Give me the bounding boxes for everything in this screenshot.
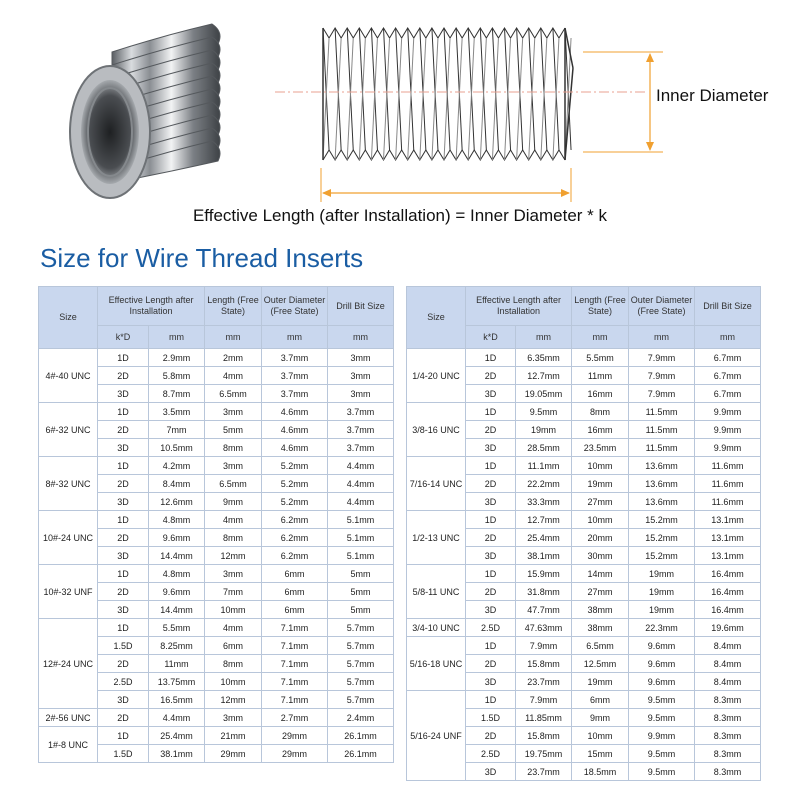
kd-cell: 1.5D xyxy=(98,637,149,655)
effective-length-cell: 11mm xyxy=(149,655,205,673)
table-row xyxy=(39,619,394,637)
outer-diameter-cell: 19mm xyxy=(629,583,695,601)
col-drill-bit: Drill Bit Size xyxy=(328,287,394,326)
effective-length-cell: 28.5mm xyxy=(516,439,572,457)
free-length-cell: 38mm xyxy=(572,619,629,637)
outer-diameter-cell: 9.5mm xyxy=(629,763,695,781)
subcol-mm: mm xyxy=(328,326,394,349)
table-row xyxy=(407,511,761,529)
drill-bit-cell: 4.4mm xyxy=(328,457,394,475)
outer-diameter-cell: 5.2mm xyxy=(262,493,328,511)
size-cell: 2#-56 UNC xyxy=(39,709,98,727)
effective-length-cell: 31.8mm xyxy=(516,583,572,601)
effective-length-cell: 47.7mm xyxy=(516,601,572,619)
col-drill-bit: Drill Bit Size xyxy=(695,287,761,326)
effective-length-cell: 2.9mm xyxy=(149,349,205,367)
outer-diameter-cell: 3.7mm xyxy=(262,385,328,403)
outer-diameter-cell: 9.5mm xyxy=(629,691,695,709)
outer-diameter-cell: 11.5mm xyxy=(629,421,695,439)
outer-diameter-cell: 4.6mm xyxy=(262,421,328,439)
size-cell: 1/4-20 UNC xyxy=(407,349,466,403)
outer-diameter-cell: 7.1mm xyxy=(262,619,328,637)
effective-length-cell: 8.25mm xyxy=(149,637,205,655)
drill-bit-cell: 5.7mm xyxy=(328,619,394,637)
page-title: Size for Wire Thread Inserts xyxy=(40,243,364,273)
drill-bit-cell: 8.3mm xyxy=(695,763,761,781)
free-length-cell: 29mm xyxy=(205,745,262,763)
free-length-cell: 20mm xyxy=(572,529,629,547)
col-effective-length: Effective Length after Installation xyxy=(466,287,572,326)
col-size: Size xyxy=(407,287,466,349)
outer-diameter-cell: 6mm xyxy=(262,601,328,619)
kd-cell: 2D xyxy=(466,583,516,601)
size-cell: 3/8-16 UNC xyxy=(407,403,466,457)
outer-diameter-cell: 2.7mm xyxy=(262,709,328,727)
outer-diameter-cell: 6mm xyxy=(262,583,328,601)
drill-bit-cell: 3.7mm xyxy=(328,421,394,439)
drill-bit-cell: 26.1mm xyxy=(328,727,394,745)
kd-cell: 3D xyxy=(466,601,516,619)
drill-bit-cell: 16.4mm xyxy=(695,601,761,619)
effective-length-cell: 6.35mm xyxy=(516,349,572,367)
free-length-cell: 14mm xyxy=(572,565,629,583)
drill-bit-cell: 3mm xyxy=(328,349,394,367)
free-length-cell: 7mm xyxy=(205,583,262,601)
drill-bit-cell: 5.1mm xyxy=(328,547,394,565)
effective-length-cell: 15.9mm xyxy=(516,565,572,583)
size-table-left xyxy=(38,286,394,763)
drill-bit-cell: 11.6mm xyxy=(695,493,761,511)
size-table-right xyxy=(406,286,761,781)
outer-diameter-cell: 5.2mm xyxy=(262,457,328,475)
effective-length-cell: 13.75mm xyxy=(149,673,205,691)
drill-bit-cell: 5.1mm xyxy=(328,511,394,529)
subcol-mm: mm xyxy=(516,326,572,349)
free-length-cell: 12mm xyxy=(205,691,262,709)
free-length-cell: 30mm xyxy=(572,547,629,565)
drill-bit-cell: 4.4mm xyxy=(328,475,394,493)
free-length-cell: 8mm xyxy=(205,529,262,547)
drill-bit-cell: 5.1mm xyxy=(328,529,394,547)
kd-cell: 1.5D xyxy=(466,709,516,727)
free-length-cell: 19mm xyxy=(572,475,629,493)
effective-length-cell: 19.75mm xyxy=(516,745,572,763)
effective-length-cell: 5.8mm xyxy=(149,367,205,385)
size-cell: 3/4-10 UNC xyxy=(407,619,466,637)
free-length-cell: 9mm xyxy=(572,709,629,727)
kd-cell: 1D xyxy=(98,565,149,583)
free-length-cell: 15mm xyxy=(572,745,629,763)
free-length-cell: 5mm xyxy=(205,421,262,439)
outer-diameter-cell: 7.1mm xyxy=(262,655,328,673)
kd-cell: 1D xyxy=(98,511,149,529)
outer-diameter-cell: 13.6mm xyxy=(629,475,695,493)
kd-cell: 1D xyxy=(466,403,516,421)
effective-length-cell: 8.7mm xyxy=(149,385,205,403)
drill-bit-cell: 8.3mm xyxy=(695,727,761,745)
free-length-cell: 10mm xyxy=(572,727,629,745)
kd-cell: 3D xyxy=(98,439,149,457)
subcol-kd: k*D xyxy=(98,326,149,349)
drill-bit-cell: 16.4mm xyxy=(695,565,761,583)
table-row xyxy=(39,709,394,727)
size-cell: 5/16-24 UNF xyxy=(407,691,466,781)
drill-bit-cell: 16.4mm xyxy=(695,583,761,601)
outer-diameter-cell: 22.3mm xyxy=(629,619,695,637)
drill-bit-cell: 5.7mm xyxy=(328,691,394,709)
free-length-cell: 12.5mm xyxy=(572,655,629,673)
kd-cell: 2D xyxy=(98,421,149,439)
effective-length-cell: 3.5mm xyxy=(149,403,205,421)
kd-cell: 2.5D xyxy=(466,745,516,763)
kd-cell: 1D xyxy=(98,403,149,421)
kd-cell: 3D xyxy=(98,601,149,619)
outer-diameter-cell: 7.9mm xyxy=(629,367,695,385)
col-effective-length: Effective Length after Installation xyxy=(98,287,205,326)
table-row xyxy=(39,403,394,421)
outer-diameter-cell: 29mm xyxy=(262,727,328,745)
effective-length-cell: 19.05mm xyxy=(516,385,572,403)
effective-length-cell: 25.4mm xyxy=(516,529,572,547)
drill-bit-cell: 3mm xyxy=(328,367,394,385)
effective-length-formula: Effective Length (after Installation) = Inner Diameter * k xyxy=(192,206,608,225)
kd-cell: 1D xyxy=(466,691,516,709)
effective-length-cell: 19mm xyxy=(516,421,572,439)
free-length-cell: 3mm xyxy=(205,403,262,421)
kd-cell: 2.5D xyxy=(466,619,516,637)
kd-cell: 2D xyxy=(466,475,516,493)
outer-diameter-cell: 6.2mm xyxy=(262,511,328,529)
size-cell: 8#-32 UNC xyxy=(39,457,98,511)
size-cell: 12#-24 UNC xyxy=(39,619,98,709)
size-cell: 6#-32 UNC xyxy=(39,403,98,457)
col-outer-diameter: Outer Diameter (Free State) xyxy=(262,287,328,326)
free-length-cell: 6mm xyxy=(572,691,629,709)
kd-cell: 3D xyxy=(466,673,516,691)
free-length-cell: 38mm xyxy=(572,601,629,619)
free-length-cell: 18.5mm xyxy=(572,763,629,781)
outer-diameter-cell: 7.9mm xyxy=(629,385,695,403)
effective-length-cell: 16.5mm xyxy=(149,691,205,709)
effective-length-cell: 23.7mm xyxy=(516,673,572,691)
drill-bit-cell: 6.7mm xyxy=(695,367,761,385)
free-length-cell: 6.5mm xyxy=(205,475,262,493)
outer-diameter-cell: 13.6mm xyxy=(629,457,695,475)
drill-bit-cell: 8.3mm xyxy=(695,709,761,727)
kd-cell: 2D xyxy=(98,529,149,547)
free-length-cell: 16mm xyxy=(572,385,629,403)
outer-diameter-cell: 7.1mm xyxy=(262,637,328,655)
subcol-kd: k*D xyxy=(466,326,516,349)
drill-bit-cell: 11.6mm xyxy=(695,475,761,493)
free-length-cell: 3mm xyxy=(205,565,262,583)
effective-length-cell: 4.2mm xyxy=(149,457,205,475)
free-length-cell: 6.5mm xyxy=(572,637,629,655)
free-length-cell: 4mm xyxy=(205,511,262,529)
outer-diameter-cell: 11.5mm xyxy=(629,439,695,457)
kd-cell: 1D xyxy=(466,457,516,475)
effective-length-cell: 14.4mm xyxy=(149,547,205,565)
col-size: Size xyxy=(39,287,98,349)
kd-cell: 3D xyxy=(98,691,149,709)
drill-bit-cell: 5.7mm xyxy=(328,637,394,655)
drill-bit-cell: 6.7mm xyxy=(695,349,761,367)
subcol-mm: mm xyxy=(695,326,761,349)
kd-cell: 3D xyxy=(98,547,149,565)
wire-insert-photo xyxy=(52,12,230,207)
subcol-mm: mm xyxy=(629,326,695,349)
size-cell: 5/8-11 UNC xyxy=(407,565,466,619)
inner-diameter-label: Inner Diameter xyxy=(656,86,769,105)
free-length-cell: 9mm xyxy=(205,493,262,511)
drill-bit-cell: 9.9mm xyxy=(695,421,761,439)
kd-cell: 1D xyxy=(466,565,516,583)
table-row xyxy=(39,349,394,367)
subcol-mm: mm xyxy=(149,326,205,349)
outer-diameter-cell: 29mm xyxy=(262,745,328,763)
free-length-cell: 6mm xyxy=(205,637,262,655)
outer-diameter-cell: 19mm xyxy=(629,601,695,619)
free-length-cell: 3mm xyxy=(205,457,262,475)
free-length-cell: 3mm xyxy=(205,709,262,727)
outer-diameter-cell: 5.2mm xyxy=(262,475,328,493)
kd-cell: 2.5D xyxy=(98,673,149,691)
kd-cell: 3D xyxy=(98,493,149,511)
table-row xyxy=(407,457,761,475)
outer-diameter-cell: 4.6mm xyxy=(262,403,328,421)
drill-bit-cell: 4.4mm xyxy=(328,493,394,511)
kd-cell: 2D xyxy=(466,421,516,439)
free-length-cell: 8mm xyxy=(205,655,262,673)
effective-length-cell: 11.1mm xyxy=(516,457,572,475)
outer-diameter-cell: 6.2mm xyxy=(262,547,328,565)
outer-diameter-cell: 19mm xyxy=(629,565,695,583)
col-free-length: Length (Free State) xyxy=(205,287,262,326)
outer-diameter-cell: 9.5mm xyxy=(629,709,695,727)
outer-diameter-cell: 9.6mm xyxy=(629,637,695,655)
effective-length-cell: 11.85mm xyxy=(516,709,572,727)
effective-length-cell: 14.4mm xyxy=(149,601,205,619)
drill-bit-cell: 8.3mm xyxy=(695,745,761,763)
outer-diameter-cell: 6.2mm xyxy=(262,529,328,547)
drill-bit-cell: 19.6mm xyxy=(695,619,761,637)
drill-bit-cell: 3mm xyxy=(328,385,394,403)
drill-bit-cell: 5mm xyxy=(328,565,394,583)
outer-diameter-cell: 13.6mm xyxy=(629,493,695,511)
size-cell: 7/16-14 UNC xyxy=(407,457,466,511)
kd-cell: 3D xyxy=(466,493,516,511)
kd-cell: 3D xyxy=(466,439,516,457)
effective-length-cell: 8.4mm xyxy=(149,475,205,493)
drill-bit-cell: 5.7mm xyxy=(328,673,394,691)
drill-bit-cell: 5mm xyxy=(328,601,394,619)
table-row xyxy=(407,691,761,709)
effective-length-cell: 7.9mm xyxy=(516,637,572,655)
table-row xyxy=(407,403,761,421)
effective-length-cell: 10.5mm xyxy=(149,439,205,457)
free-length-cell: 27mm xyxy=(572,493,629,511)
subcol-mm: mm xyxy=(262,326,328,349)
effective-length-cell: 12.7mm xyxy=(516,511,572,529)
drill-bit-cell: 2.4mm xyxy=(328,709,394,727)
kd-cell: 2D xyxy=(466,727,516,745)
free-length-cell: 12mm xyxy=(205,547,262,565)
free-length-cell: 10mm xyxy=(205,673,262,691)
kd-cell: 1D xyxy=(98,727,149,745)
drill-bit-cell: 11.6mm xyxy=(695,457,761,475)
effective-length-cell: 12.6mm xyxy=(149,493,205,511)
subcol-mm: mm xyxy=(205,326,262,349)
kd-cell: 2D xyxy=(98,709,149,727)
outer-diameter-cell: 15.2mm xyxy=(629,529,695,547)
drill-bit-cell: 8.3mm xyxy=(695,691,761,709)
table-row xyxy=(39,511,394,529)
kd-cell: 2D xyxy=(98,367,149,385)
effective-length-cell: 38.1mm xyxy=(149,745,205,763)
outer-diameter-cell: 9.6mm xyxy=(629,655,695,673)
outer-diameter-cell: 15.2mm xyxy=(629,511,695,529)
size-cell: 10#-32 UNF xyxy=(39,565,98,619)
kd-cell: 2D xyxy=(466,367,516,385)
kd-cell: 2D xyxy=(98,475,149,493)
table-row xyxy=(407,565,761,583)
free-length-cell: 10mm xyxy=(572,457,629,475)
drill-bit-cell: 6.7mm xyxy=(695,385,761,403)
table-row xyxy=(39,727,394,745)
free-length-cell: 16mm xyxy=(572,421,629,439)
effective-length-cell: 12.7mm xyxy=(516,367,572,385)
kd-cell: 3D xyxy=(466,763,516,781)
table-row xyxy=(39,457,394,475)
size-cell: 10#-24 UNC xyxy=(39,511,98,565)
table-row xyxy=(407,619,761,637)
free-length-cell: 8mm xyxy=(205,439,262,457)
kd-cell: 1.5D xyxy=(98,745,149,763)
table-row xyxy=(407,637,761,655)
free-length-cell: 6.5mm xyxy=(205,385,262,403)
outer-diameter-cell: 9.6mm xyxy=(629,673,695,691)
size-cell: 1#-8 UNC xyxy=(39,727,98,763)
effective-length-cell: 7.9mm xyxy=(516,691,572,709)
kd-cell: 1D xyxy=(98,349,149,367)
drill-bit-cell: 5.7mm xyxy=(328,655,394,673)
kd-cell: 2D xyxy=(466,655,516,673)
drill-bit-cell: 13.1mm xyxy=(695,547,761,565)
outer-diameter-cell: 9.5mm xyxy=(629,745,695,763)
free-length-cell: 11mm xyxy=(572,367,629,385)
effective-length-cell: 4.8mm xyxy=(149,565,205,583)
kd-cell: 3D xyxy=(98,385,149,403)
size-cell: 4#-40 UNC xyxy=(39,349,98,403)
kd-cell: 1D xyxy=(466,511,516,529)
effective-length-cell: 15.8mm xyxy=(516,655,572,673)
kd-cell: 1D xyxy=(466,637,516,655)
effective-length-cell: 23.7mm xyxy=(516,763,572,781)
free-length-cell: 2mm xyxy=(205,349,262,367)
drill-bit-cell: 9.9mm xyxy=(695,439,761,457)
outer-diameter-cell: 7.9mm xyxy=(629,349,695,367)
effective-length-cell: 47.63mm xyxy=(516,619,572,637)
free-length-cell: 4mm xyxy=(205,619,262,637)
drill-bit-cell: 8.4mm xyxy=(695,655,761,673)
size-cell: 1/2-13 UNC xyxy=(407,511,466,565)
drill-bit-cell: 3.7mm xyxy=(328,439,394,457)
effective-length-cell: 9.5mm xyxy=(516,403,572,421)
kd-cell: 2D xyxy=(466,529,516,547)
drill-bit-cell: 3.7mm xyxy=(328,403,394,421)
effective-length-cell: 9.6mm xyxy=(149,583,205,601)
free-length-cell: 23.5mm xyxy=(572,439,629,457)
free-length-cell: 10mm xyxy=(572,511,629,529)
subcol-mm: mm xyxy=(572,326,629,349)
free-length-cell: 10mm xyxy=(205,601,262,619)
drill-bit-cell: 9.9mm xyxy=(695,403,761,421)
outer-diameter-cell: 7.1mm xyxy=(262,691,328,709)
outer-diameter-cell: 7.1mm xyxy=(262,673,328,691)
effective-length-cell: 25.4mm xyxy=(149,727,205,745)
outer-diameter-cell: 3.7mm xyxy=(262,367,328,385)
effective-length-cell: 38.1mm xyxy=(516,547,572,565)
effective-length-cell: 15.8mm xyxy=(516,727,572,745)
free-length-cell: 27mm xyxy=(572,583,629,601)
insert-dimension-diagram xyxy=(275,10,795,210)
outer-diameter-cell: 11.5mm xyxy=(629,403,695,421)
drill-bit-cell: 8.4mm xyxy=(695,673,761,691)
kd-cell: 3D xyxy=(466,385,516,403)
drill-bit-cell: 8.4mm xyxy=(695,637,761,655)
outer-diameter-cell: 4.6mm xyxy=(262,439,328,457)
table-row xyxy=(39,565,394,583)
effective-length-cell: 4.8mm xyxy=(149,511,205,529)
effective-length-cell: 4.4mm xyxy=(149,709,205,727)
table-row xyxy=(407,349,761,367)
kd-cell: 1D xyxy=(98,457,149,475)
free-length-cell: 5.5mm xyxy=(572,349,629,367)
size-cell: 5/16-18 UNC xyxy=(407,637,466,691)
col-free-length: Length (Free State) xyxy=(572,287,629,326)
drill-bit-cell: 26.1mm xyxy=(328,745,394,763)
col-outer-diameter: Outer Diameter (Free State) xyxy=(629,287,695,326)
drill-bit-cell: 13.1mm xyxy=(695,511,761,529)
kd-cell: 2D xyxy=(98,583,149,601)
kd-cell: 1D xyxy=(466,349,516,367)
drill-bit-cell: 13.1mm xyxy=(695,529,761,547)
outer-diameter-cell: 9.9mm xyxy=(629,727,695,745)
free-length-cell: 21mm xyxy=(205,727,262,745)
free-length-cell: 19mm xyxy=(572,673,629,691)
effective-length-cell: 9.6mm xyxy=(149,529,205,547)
effective-length-cell: 7mm xyxy=(149,421,205,439)
outer-diameter-cell: 15.2mm xyxy=(629,547,695,565)
kd-cell: 1D xyxy=(98,619,149,637)
free-length-cell: 4mm xyxy=(205,367,262,385)
free-length-cell: 8mm xyxy=(572,403,629,421)
kd-cell: 2D xyxy=(98,655,149,673)
outer-diameter-cell: 3.7mm xyxy=(262,349,328,367)
effective-length-cell: 5.5mm xyxy=(149,619,205,637)
drill-bit-cell: 5mm xyxy=(328,583,394,601)
effective-length-cell: 22.2mm xyxy=(516,475,572,493)
effective-length-cell: 33.3mm xyxy=(516,493,572,511)
kd-cell: 3D xyxy=(466,547,516,565)
outer-diameter-cell: 6mm xyxy=(262,565,328,583)
